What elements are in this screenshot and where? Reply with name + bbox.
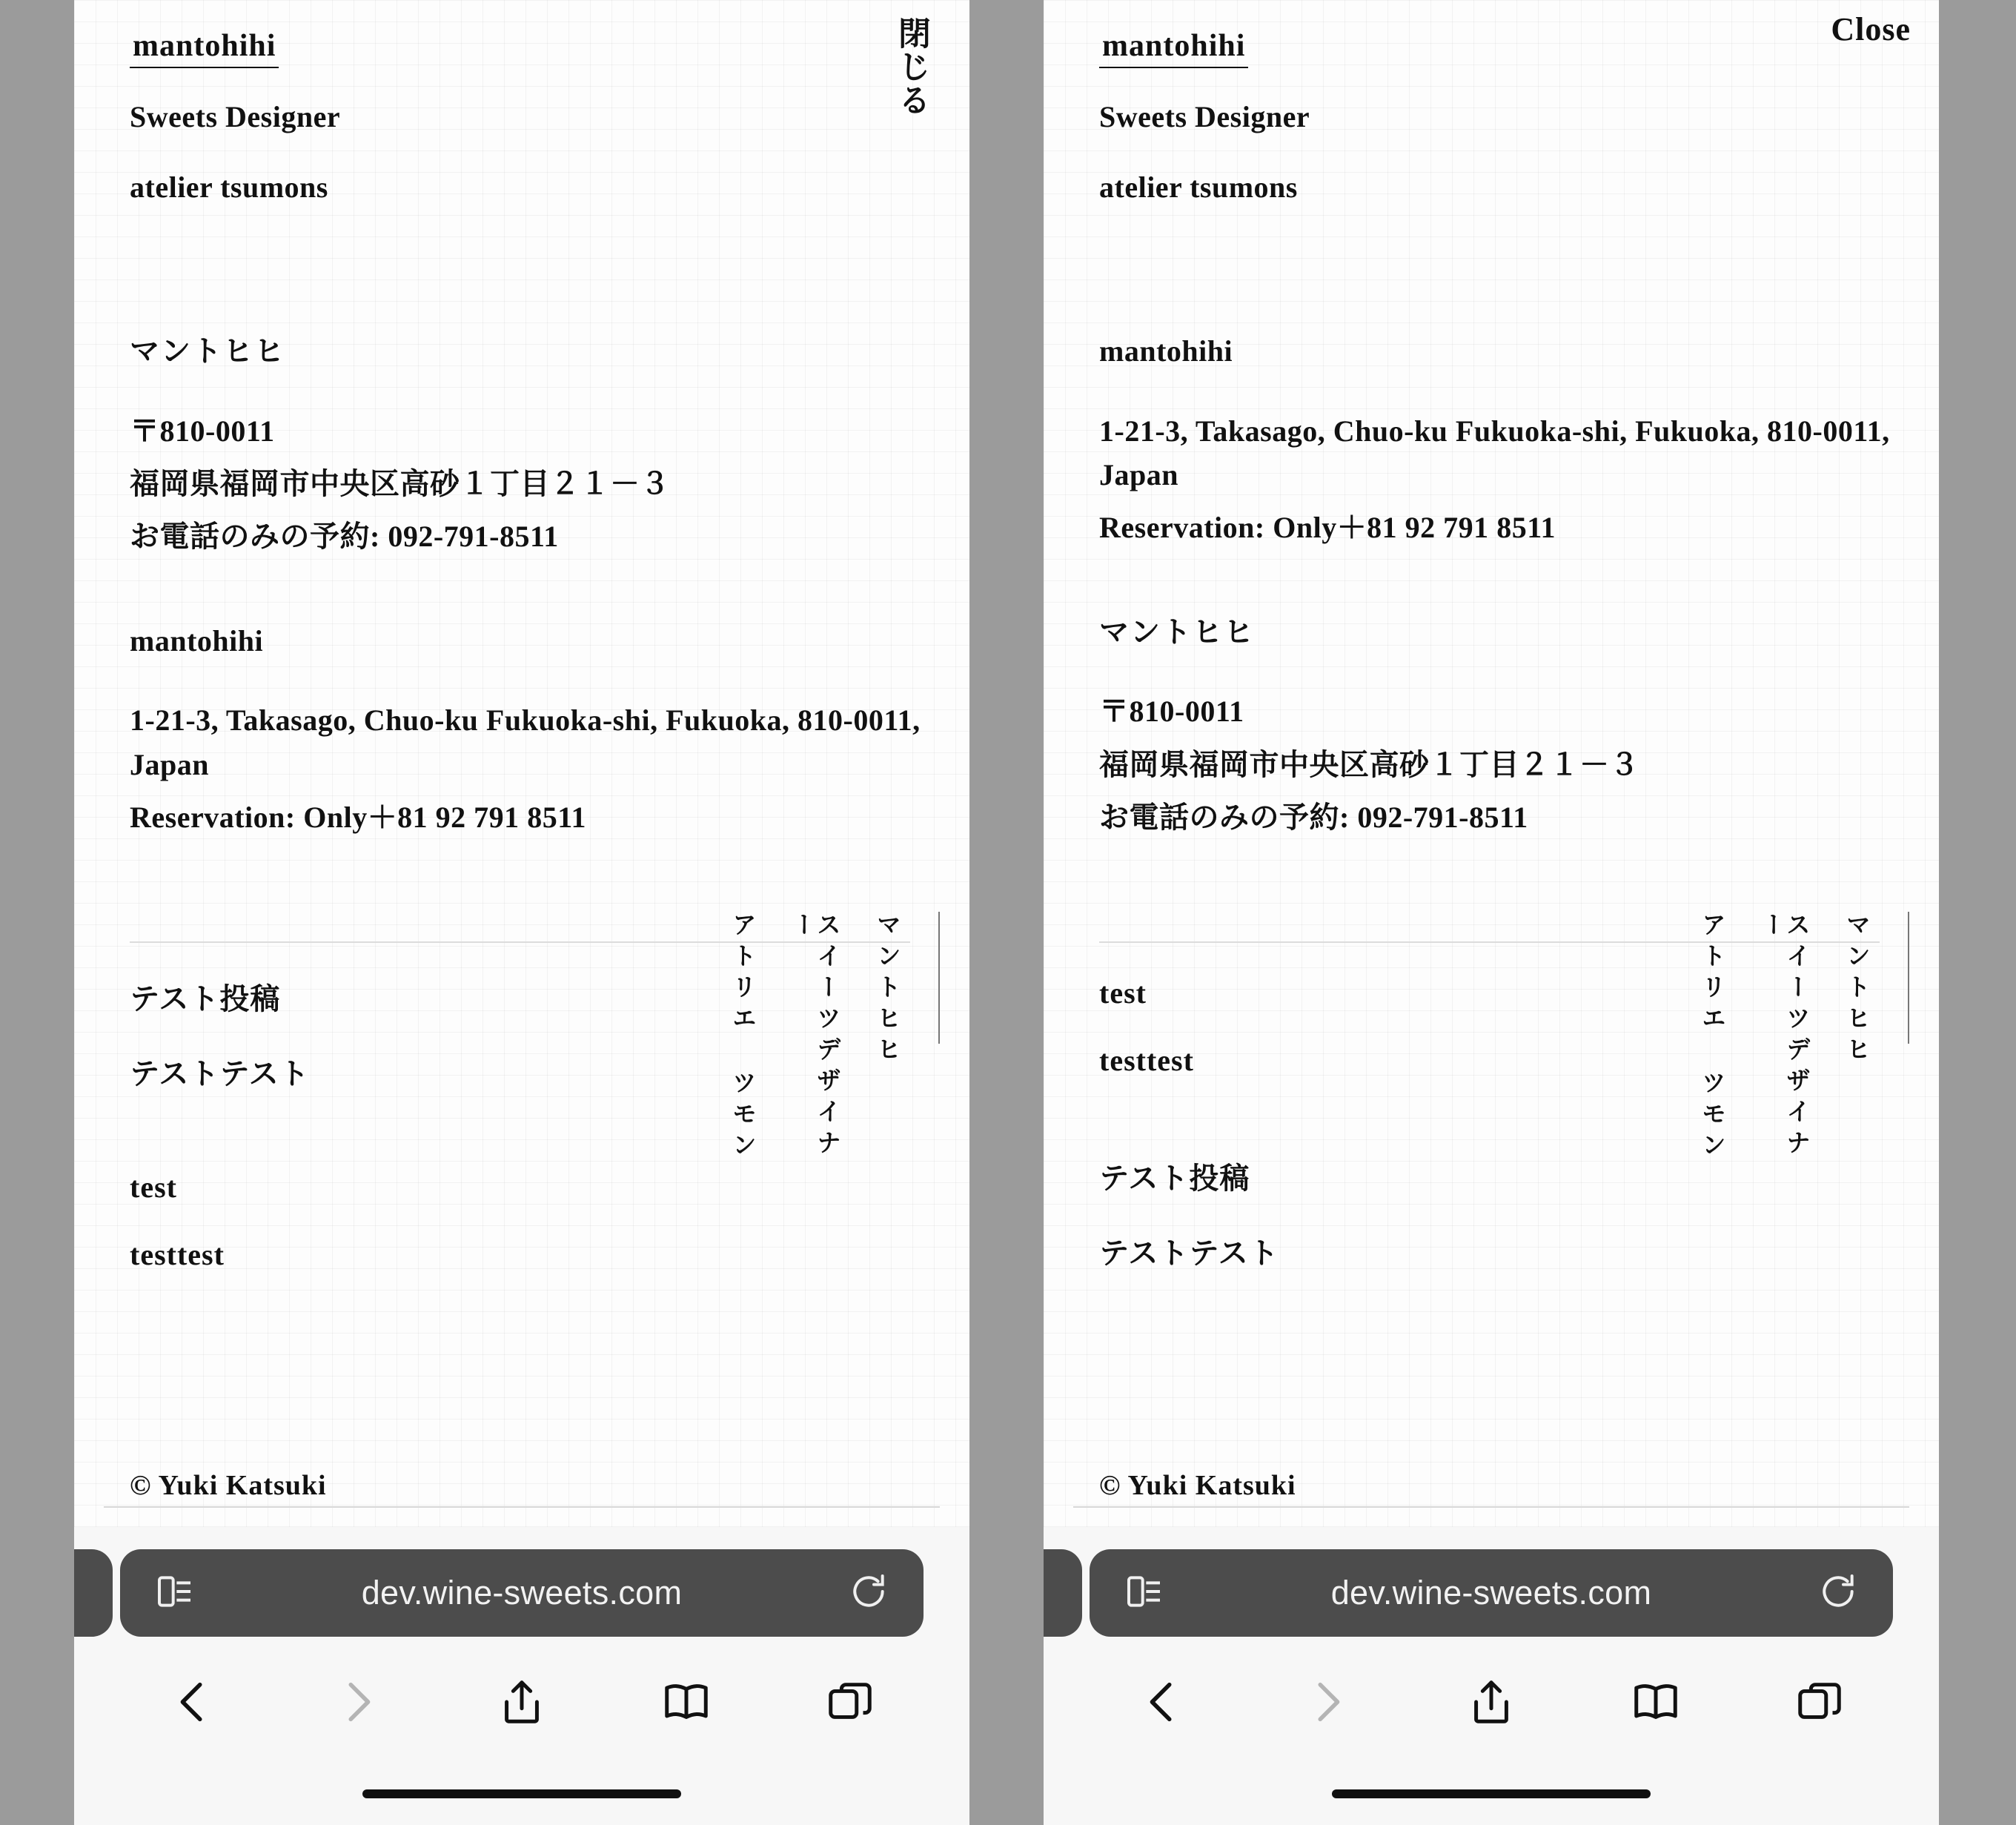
list-item[interactable]: test bbox=[1099, 976, 1147, 1010]
share-icon[interactable] bbox=[496, 1676, 548, 1728]
shop-name-en: mantohihi bbox=[130, 624, 264, 658]
site-title-link[interactable]: mantohihi bbox=[1099, 0, 1248, 68]
address-block-primary bbox=[1099, 329, 1909, 549]
reservation-ja: お電話のみの予約: 092-791-8511 bbox=[1099, 800, 1528, 834]
address-block-primary bbox=[130, 329, 940, 558]
webpage-english bbox=[1044, 0, 1939, 1527]
reload-icon[interactable] bbox=[1817, 1571, 1859, 1616]
vertical-rule bbox=[938, 912, 940, 1044]
vertical-rule bbox=[1908, 912, 1909, 1044]
tabs-icon[interactable] bbox=[824, 1676, 876, 1728]
list-item[interactable]: テストテスト bbox=[130, 1056, 310, 1090]
tab-strip bbox=[1044, 1549, 1939, 1637]
tab-strip bbox=[74, 1549, 969, 1637]
browser-bottom-chrome bbox=[74, 1527, 969, 1825]
address-bar[interactable] bbox=[1090, 1549, 1893, 1637]
reader-view-icon[interactable] bbox=[154, 1571, 196, 1616]
site-title-link[interactable]: mantohihi bbox=[130, 0, 279, 68]
address-ja: 福岡県福岡市中央区高砂１丁目２１－３ bbox=[130, 466, 670, 500]
tabs-icon[interactable] bbox=[1794, 1676, 1846, 1728]
atelier-text: atelier tsumons bbox=[130, 170, 328, 205]
previous-tab-peek[interactable] bbox=[74, 1549, 113, 1637]
phone-screen-japanese bbox=[74, 0, 969, 1825]
vertical-label-atelier: アトリエ ツモン bbox=[1698, 912, 1725, 1163]
copyright-text: © Yuki Katsuki bbox=[1099, 1470, 1296, 1501]
role-text: Sweets Designer bbox=[1099, 100, 1310, 133]
vertical-caption-group bbox=[1699, 912, 1909, 1171]
bookmarks-icon[interactable] bbox=[1630, 1676, 1682, 1728]
vertical-label-role: スイーツデザイナー bbox=[1758, 912, 1809, 1161]
browser-bottom-chrome bbox=[1044, 1527, 1939, 1825]
back-icon[interactable] bbox=[1137, 1676, 1189, 1728]
list-item[interactable]: testtest bbox=[1099, 1043, 1194, 1077]
shop-name-ja: マントヒヒ bbox=[130, 334, 285, 368]
address-ja: 福岡県福岡市中央区高砂１丁目２１－３ bbox=[1099, 747, 1639, 781]
vertical-label-role: スイーツデザイナー bbox=[789, 912, 840, 1161]
back-icon[interactable] bbox=[168, 1676, 219, 1728]
vertical-label-name: マントヒヒ bbox=[1843, 912, 1869, 1067]
footer-divider bbox=[1073, 1506, 1909, 1508]
profile-block bbox=[1099, 95, 1909, 839]
postal-code: 〒810-0011 bbox=[130, 414, 275, 448]
reload-icon[interactable] bbox=[848, 1571, 889, 1616]
bookmarks-icon[interactable] bbox=[660, 1676, 712, 1728]
forward-icon bbox=[1301, 1676, 1353, 1728]
shop-name-en: mantohihi bbox=[1099, 334, 1233, 368]
vertical-label-name: マントヒヒ bbox=[873, 912, 900, 1067]
profile-block bbox=[130, 95, 940, 839]
home-indicator bbox=[362, 1789, 681, 1798]
reservation-ja: お電話のみの予約: 092-791-8511 bbox=[130, 519, 559, 553]
address-bar[interactable] bbox=[120, 1549, 924, 1637]
address-block-secondary bbox=[130, 619, 940, 839]
phone-screen-english bbox=[1044, 0, 1939, 1825]
role-text: Sweets Designer bbox=[130, 100, 341, 133]
address-block-secondary bbox=[1099, 610, 1909, 839]
browser-toolbar bbox=[74, 1650, 969, 1754]
address-en: 1-21-3, Takasago, Chuo-ku Fukuoka-shi, Fukuoka, 810-0011, Japan bbox=[1099, 414, 1890, 491]
atelier-text: atelier tsumons bbox=[1099, 170, 1298, 205]
address-en: 1-21-3, Takasago, Chuo-ku Fukuoka-shi, Fukuoka, 810-0011, Japan bbox=[130, 703, 921, 781]
home-indicator bbox=[1332, 1789, 1651, 1798]
previous-tab-peek[interactable] bbox=[1044, 1549, 1082, 1637]
close-button[interactable]: 閉じる bbox=[893, 16, 929, 116]
webpage-japanese bbox=[74, 0, 969, 1527]
url-text[interactable]: dev.wine-sweets.com bbox=[361, 1574, 683, 1612]
list-item[interactable]: test bbox=[130, 1170, 177, 1204]
copyright-text: © Yuki Katsuki bbox=[130, 1470, 327, 1501]
share-icon[interactable] bbox=[1465, 1676, 1517, 1728]
reservation-en: Reservation: Only＋81 92 791 8511 bbox=[1099, 510, 1556, 544]
postal-code: 〒810-0011 bbox=[1099, 695, 1244, 729]
shop-name-ja: マントヒヒ bbox=[1099, 615, 1255, 649]
reader-view-icon[interactable] bbox=[1124, 1571, 1165, 1616]
close-button[interactable]: Close bbox=[1831, 11, 1911, 47]
list-item[interactable]: testtest bbox=[130, 1237, 225, 1271]
reservation-en: Reservation: Only＋81 92 791 8511 bbox=[130, 800, 586, 834]
vertical-label-atelier: アトリエ ツモン bbox=[729, 912, 755, 1163]
list-item[interactable]: テスト投稿 bbox=[1099, 1161, 1250, 1195]
vertical-caption-group bbox=[729, 912, 940, 1171]
list-item[interactable]: テスト投稿 bbox=[130, 981, 281, 1016]
footer-divider bbox=[104, 1506, 940, 1508]
url-text[interactable]: dev.wine-sweets.com bbox=[1330, 1574, 1652, 1612]
forward-icon bbox=[331, 1676, 383, 1728]
browser-toolbar bbox=[1044, 1650, 1939, 1754]
list-item[interactable]: テストテスト bbox=[1099, 1236, 1279, 1270]
